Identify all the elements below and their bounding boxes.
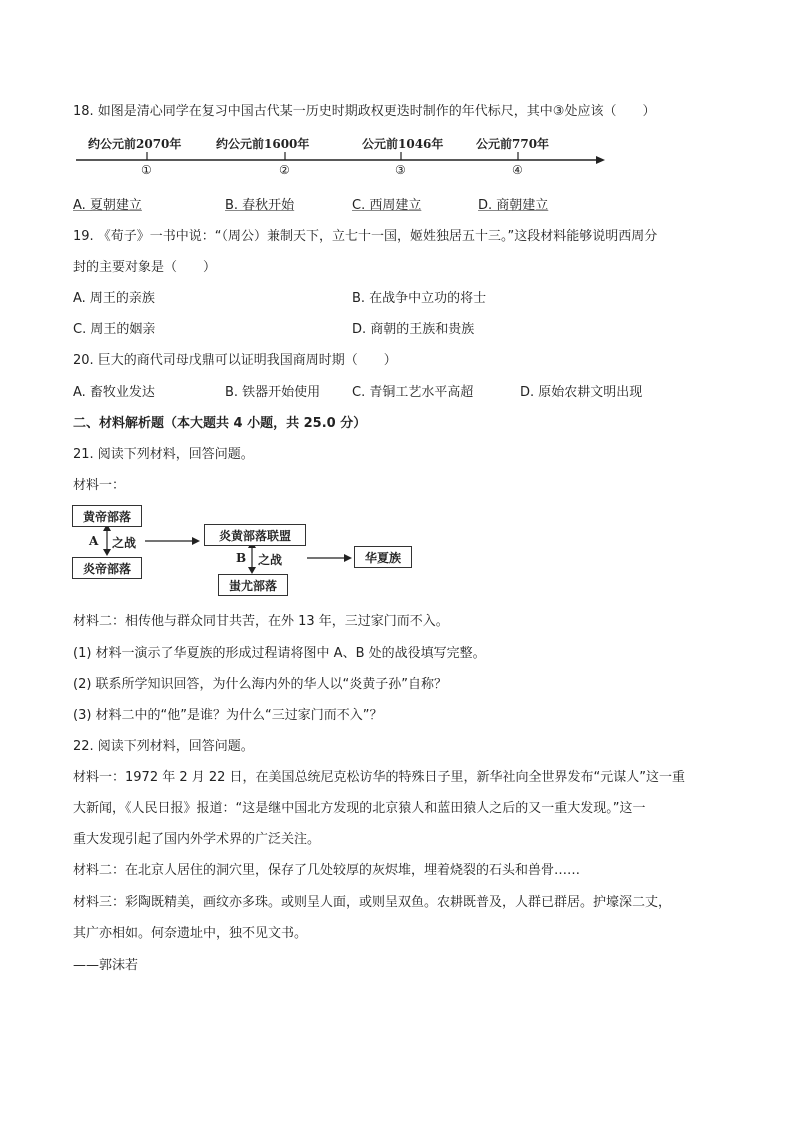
q20-option-d[interactable]: D. 原始农耕文明出现 — [520, 385, 643, 400]
q21-part2: (2) 联系所学知识回答，为什么海内外的华人以“炎黄子孙”自称？ — [73, 677, 448, 692]
q19-option-d[interactable]: D. 商朝的王族和贵族 — [352, 322, 475, 337]
battle-a-text: 之战 — [112, 536, 137, 550]
q21-material1-label: 材料一： — [73, 478, 126, 493]
timeline-label-2: 约公元前1600年 — [216, 137, 310, 151]
q20-option-b[interactable]: B. 铁器开始使用 — [225, 385, 321, 400]
q19-option-b[interactable]: B. 在战争中立功的将士 — [352, 291, 487, 306]
huangdi-tribe-box: 黄帝部落 — [72, 505, 142, 527]
q22-material1-line1: 材料一：1972 年 2 月 22 日，在美国总统尼克松访华的特殊日子里，新华社向全世界发布“元谋人”这一重 — [73, 770, 686, 785]
q19-stem-line1: 19. 《荀子》一书中说：“（周公）兼制天下，立七十一国，姬姓独居五十三。”这段材料能够说明西周分 — [73, 229, 658, 244]
q18-option-c[interactable]: C. 西周建立 — [352, 198, 422, 213]
q22-material2: 材料二：在北京人居住的洞穴里，保存了几处较厚的灰烬堆，埋着烧裂的石头和兽骨…… — [73, 863, 581, 878]
q21-stem: 21. 阅读下列材料，回答问题。 — [73, 447, 254, 462]
q22-stem: 22. 阅读下列材料，回答问题。 — [73, 739, 254, 754]
battle-a-letter: A — [89, 534, 99, 548]
battle-b-letter: B — [236, 551, 247, 565]
q18-stem: 18. 如图是清心同学在复习中国古代某一历史时期政权更迭时制作的年代标尺，其中③处应该（ ） — [73, 104, 656, 119]
q21-material2: 材料二：相传他与群众同甘共苦，在外 13 年，三过家门而不入。 — [73, 614, 449, 629]
huaxia-box: 华夏族 — [354, 546, 412, 568]
timeline-label-4: 公元前770年 — [476, 137, 550, 151]
q22-author: ——郭沫若 — [73, 958, 139, 973]
q22-material3-line1: 材料三：彩陶既精美，画纹亦多珠。或则呈人面，或则呈双鱼。农耕既普及，人群已群居。护壕深二丈， — [73, 895, 672, 910]
q20-option-a[interactable]: A. 畜牧业发达 — [73, 385, 155, 400]
q19-stem-line2: 封的主要对象是（ ） — [73, 260, 217, 275]
timeline-num-1: ① — [141, 163, 152, 177]
q21-part3: (3) 材料二中的“他”是谁？为什么“三过家门而不入”？ — [73, 708, 383, 723]
q22-material1-line3: 重大发现引起了国内外学术界的广泛关注。 — [73, 832, 321, 847]
yandi-tribe-box: 炎帝部落 — [72, 557, 142, 579]
yanhuang-alliance-box: 炎黄部落联盟 — [204, 524, 306, 546]
timeline-label-1: 约公元前2070年 — [88, 137, 182, 151]
timeline-label-3: 公元前1046年 — [362, 137, 444, 151]
huaxia-formation-diagram — [70, 500, 430, 600]
q20-option-c[interactable]: C. 青铜工艺水平高超 — [352, 385, 474, 400]
section-heading: 二、材料解析题（本大题共 4 小题，共 25.0 分） — [73, 416, 367, 431]
q18-option-b[interactable]: B. 春秋开始 — [225, 198, 295, 213]
q18-option-a[interactable]: A. 夏朝建立 — [73, 198, 142, 213]
q20-stem: 20. 巨大的商代司母戊鼎可以证明我国商周时期（ ） — [73, 353, 397, 368]
q22-material3-line2: 其广亦相如。何奈遗址中，独不见文书。 — [73, 926, 308, 941]
timeline-ruler — [76, 135, 606, 180]
timeline-num-4: ④ — [512, 163, 523, 177]
q18-option-d[interactable]: D. 商朝建立 — [478, 198, 549, 213]
timeline-num-3: ③ — [395, 163, 406, 177]
q21-part1: (1) 材料一演示了华夏族的形成过程请将图中 A、B 处的战役填写完整。 — [73, 646, 486, 661]
q19-option-a[interactable]: A. 周王的亲族 — [73, 291, 155, 306]
battle-b-text: 之战 — [258, 553, 283, 567]
chiyou-tribe-box: 蚩尤部落 — [218, 574, 288, 596]
q22-material1-line2: 大新闻，《人民日报》报道：“这是继中国北方发现的北京猿人和蓝田猿人之后的又一重大发现。”这一 — [73, 801, 646, 816]
q19-option-c[interactable]: C. 周王的姻亲 — [73, 322, 156, 337]
timeline-num-2: ② — [279, 163, 290, 177]
